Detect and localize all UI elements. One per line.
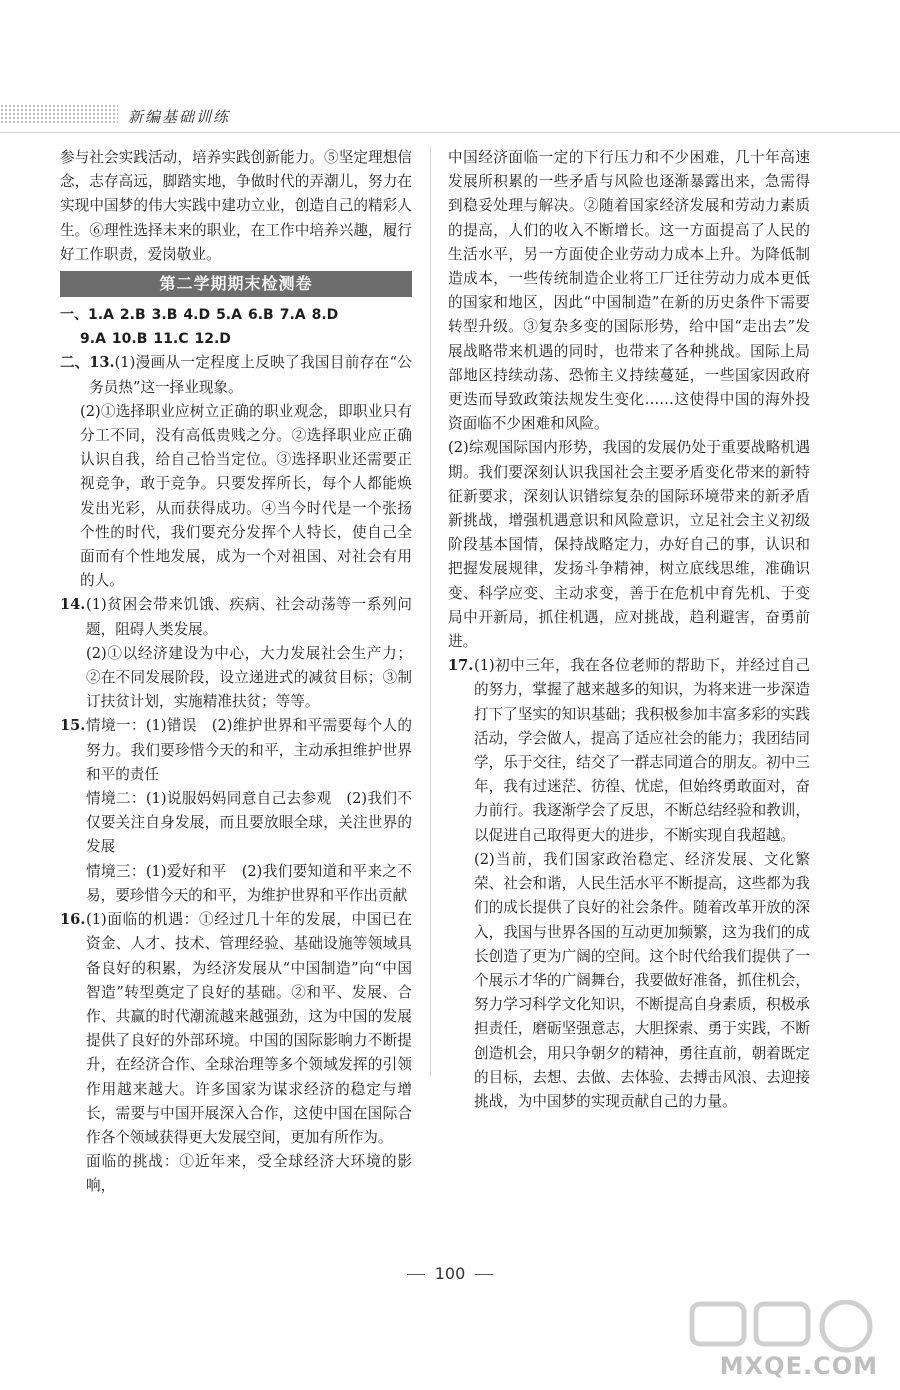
answer-choice: A [294, 307, 306, 324]
answer-item [152, 307, 178, 323]
part-label: 二、 [60, 354, 90, 372]
question-number: 13. [89, 354, 115, 372]
answer-number: 1. [88, 307, 104, 324]
answer-number: 10. [111, 331, 137, 348]
answer-list [88, 303, 412, 327]
answer-item [194, 331, 230, 347]
question-13 [60, 351, 412, 399]
q16-challenges: 面临的挑战：①近年来，受全球经济大环境的影响， [86, 1153, 412, 1195]
q17-part2: (2)当前，我们国家政治稳定、经济发展、文化繁荣、社会和谐，人民生活水平不断提高，这些都为我们的成长提供了良好的社会条件。随着改革开放的深入，我国与世界各国的互动更加频繁，这为我们的成长创造了更为广阔的空间。这个时代给我们提供了一个展示才华的广阔舞台，我要做好准备，抓住机会，努力学习科学文化知识，不断提高自身素质，积极承担责任，磨砺坚强意志，大胆探索、勇于实践，不断创造机会，用只争朝夕的精神，勇往直前，朝着既定的目标，去想、去做、去体验、去搏击风浪、去迎接挑战，为中国梦的实现贡献自己的力量。 [474, 850, 810, 1110]
question-14 [60, 593, 412, 641]
page-header [0, 100, 900, 138]
answer-choice: C [178, 331, 189, 348]
answer-item [80, 331, 106, 347]
answer-choice: B [166, 307, 178, 324]
question-17 [448, 654, 810, 848]
answer-item [183, 307, 210, 323]
q15-scenario1: 情境一：(1)错误 (2)维护世界和平需要每个人的努力。我们要珍惜今天的和平，主动承担维护世界和平的责任 [86, 717, 412, 783]
answer-number: 4. [183, 307, 199, 324]
q14-part1: (1)贫困会带来饥饿、疾病、社会动荡等一系列问题，阻碍人类发展。 [86, 596, 412, 638]
answer-item [248, 307, 274, 323]
answer-number: 2. [119, 307, 135, 324]
intro-paragraph: 参与社会实践活动，培养实践创新能力。⑤坚定理想信念，志存高远，脚踏实地，争做时代的弄潮儿，努力在实现中国梦的伟大实践中建功立业，创造自己的精彩人生。⑥理性选择未来的职业，在工作中培养兴趣，履行好工作职责，爱岗敬业。 [60, 149, 412, 263]
answers-row-1 [60, 303, 412, 327]
series-title: 新编基础训练 [128, 108, 231, 126]
answer-number: 12. [194, 331, 220, 348]
page-number-dash [407, 1274, 425, 1275]
column-divider [430, 146, 431, 1076]
q14-part2: (2)①以经济建设为中心，大力发展社会生产力；②在不同发展阶段，设立递进式的减贫目标；③制订扶贫计划，实施精准扶贫；等等。 [86, 644, 412, 711]
answer-choice: A [103, 307, 114, 324]
q15-scenario2: 情境二：(1)说服妈妈同意自己去参观 (2)我们不仅要关注自身发展，而且要放眼全球，关注世界的发展 [86, 790, 412, 856]
q15-scenario3: 情境三：(1)爱好和平 (2)我们要知道和平来之不易，要珍惜今天的和平，为维护世界和平作出贡献 [86, 862, 412, 904]
section-title: 第二学期期末检测卷 [60, 271, 412, 297]
q16-challenges-cont: 中国经济面临一定的下行压力和不少困难，几十年高速发展所积累的一些矛盾与风险也逐渐暴露出来，急需得到稳妥处理与解决。②随着国家经济发展和劳动力素质的提高，人们的收入不断增长。这一方面提高了人民的生活水平，另一方面使企业劳动力成本上升。为降低制造成本，一些传统制造企业将工厂迁往劳动力成本更低的国家和地区，因此“中国制造”在新的历史条件下需要转型升级。③复杂多变的国际形势，给中国“走出去”发展战略带来机遇的同时，也带来了各种挑战。国际上局部地区持续动荡、恐怖主义持续蔓延，一些国家因政府更迭而导致政策法规发生变化……这使得中国的海外投资面临不少困难和风险。 [448, 149, 810, 433]
question-number: 15. [60, 717, 86, 735]
answer-list [80, 327, 412, 351]
answer-item [153, 331, 188, 347]
q16-opportunities: (1)面临的机遇：①经过几十年的发展，中国已在资金、人才、技术、管理经验、基础设施等领域具备良好的积累，为经济发展从“中国制造”向“中国智造”转型奠定了良好的基础。②和平、发展、合作、共赢的时代潮流越来越强劲，这为中国的发展提供了良好的外部环境。中国的国际影响力不断提升，在经济合作、全球治理等多个领域发挥的引领作用越来越大。许多国家为谋求经济的稳定与增长，需要与中国开展深入合作，这使中国在国际合作各个领域获得更大发展空间，更加有所作为。 [86, 911, 412, 1146]
header-dot-pattern [0, 104, 118, 124]
answer-item [280, 307, 306, 323]
question-number: 16. [60, 911, 86, 929]
answer-number: 5. [216, 307, 232, 324]
answers-row-2 [60, 327, 412, 351]
answer-choice: B [136, 331, 148, 348]
answer-choice: D [326, 307, 339, 324]
header-rule [0, 132, 900, 133]
answer-number: 6. [247, 307, 264, 324]
answer-choice: D [219, 331, 231, 348]
left-column [60, 146, 412, 1199]
right-column [448, 146, 810, 1114]
answer-item [112, 331, 147, 347]
q13-part2: (2)①选择职业应树立正确的职业观念，即职业只有分工不同，没有高低贵贱之分。②选择职业应正确认识自我，给自己恰当定位。③选择职业还需要正视竞争，敢于竞争。只要发挥所长，每个人都能焕发出光彩，从而获得成功。④当今时代是一个张扬个性的时代，我们要充分发挥个人特长，使自己全面而有个性地发展，成为一个对祖国、对社会有用的人。 [80, 402, 412, 590]
q13-part1: (1)漫画从一定程度上反映了我国目前存在“公务员热”这一择业现象。 [89, 354, 412, 396]
answer-item [88, 307, 114, 323]
page-number-dash [475, 1274, 493, 1275]
watermark-text: MXQE.COM [719, 1352, 878, 1380]
answer-choice: A [231, 307, 242, 324]
question-number: 17. [448, 657, 474, 675]
answer-item [312, 307, 339, 323]
answer-choice: A [95, 331, 106, 348]
page-number: 100 [0, 1264, 900, 1283]
question-16 [60, 908, 412, 1150]
question-number: 14. [60, 596, 86, 614]
q16-part2: (2)综观国际国内形势，我国的发展仍处于重要战略机遇期。我们要深刻认识我国社会主要矛盾变化带来的新特征新要求，深刻认识错综复杂的国际环境带来的新矛盾新挑战，增强机遇意识和风险意识，立足社会主义初级阶段基本国情，保持战略定力，办好自己的事，认识和把握发展规律，发扬斗争精神，树立底线思维，准确识变、科学应变、主动求变，善于在危机中育先机、于变局中开新局，抓住机遇，应对挑战，趋利避害，奋勇前进。 [448, 439, 810, 651]
answer-choice: B [263, 307, 274, 324]
answer-number: 3. [151, 307, 167, 324]
answer-number: 8. [311, 307, 327, 324]
answer-choice: B [134, 307, 146, 324]
q17-part1: (1)初中三年，我在各位老师的帮助下，并经过自己的努力，掌握了越来越多的知识，为将来进一步深造打下了坚实的知识基础；我积极参加丰富多彩的实践活动，学会做人，提高了适应社会的能力；我团结同学，乐于交往，结交了一群志同道合的朋友。初中三年，我有过迷茫、彷徨、忧虑，但始终勇敢面对，奋力前行。我逐渐学会了反思，不断总结经验和教训，以促进自己取得更大的进步，不断实现自我超越。 [474, 657, 810, 844]
answer-item [120, 307, 146, 323]
answer-item [216, 307, 242, 323]
part-label: 一、 [60, 307, 88, 324]
question-15 [60, 714, 412, 787]
answer-number: 7. [279, 307, 295, 324]
answer-number: 11. [153, 331, 179, 348]
answer-choice: D [198, 307, 211, 324]
answer-number: 9. [80, 331, 96, 348]
